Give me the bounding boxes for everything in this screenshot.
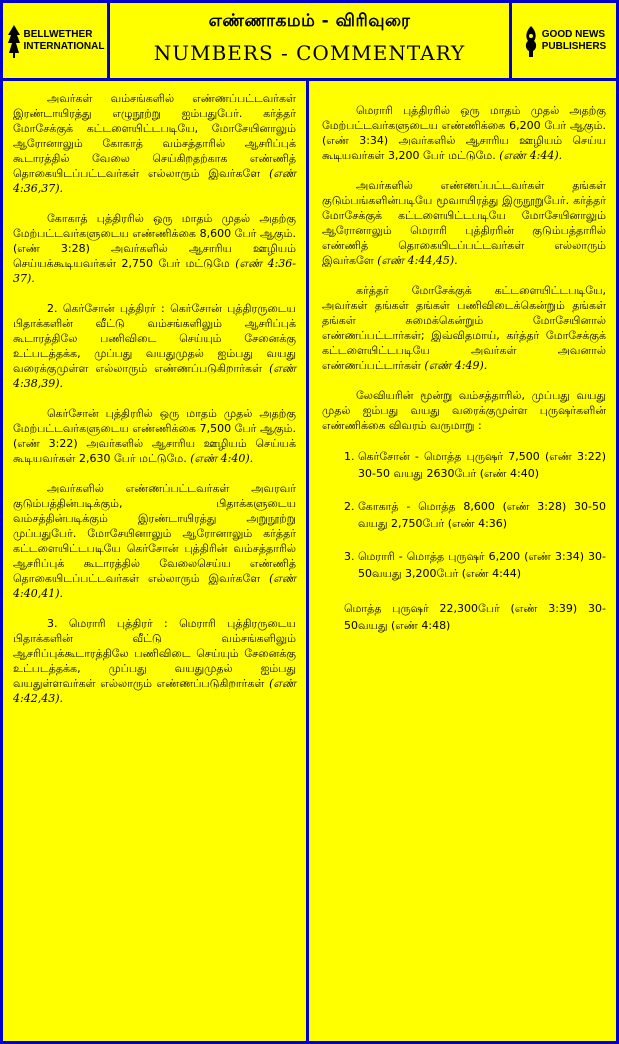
paragraph-text: லேவியரின் மூன்று வம்சத்தாரில், முப்பது வயது முதல் ஐம்பது வயது வரைக்குமுள்ள புருஷர்களின் எண்ணிக்கை விவரம் வருமாறு : bbox=[322, 389, 606, 432]
paragraph-text: மெராரி புத்திரரில் ஒரு மாதம் முதல் அதற்கு மேற்பட்டவர்களுடைய எண்ணிக்கை 6,200 பேர் ஆகும். (எண் 3:34) அவர்களில் ஆசாரிய ஊழியம் செய்ய கூடியவர்கள் 3,200 பேர் மட்டுமே. bbox=[322, 104, 606, 162]
list-text: கோகாத் - மொத்த 8,600 (எண் 3:28) 30-50 வயது 2,750பேர் (எண் 4:36) bbox=[358, 500, 606, 530]
paragraph bbox=[322, 178, 606, 268]
verse-reference: (எண் 4:38,39). bbox=[13, 362, 296, 390]
verse-reference: (எண் 4:42,43). bbox=[13, 677, 296, 705]
paragraph-text: கெர்சோன் புத்திரரில் ஒரு மாதம் முதல் அதற்கு மேற்பட்டவர்களுடைய எண்ணிக்கை 7,500 பேர் ஆகும். (எண் 3:22) அவர்களில் ஆசாரிய ஊழியம் செய்யக் கூடியவர்கள் 2,630 பேர் மட்டுமே. bbox=[13, 407, 296, 465]
verse-reference: (எண் 4:49). bbox=[424, 359, 488, 372]
paragraph bbox=[13, 301, 296, 391]
list-item bbox=[322, 548, 606, 582]
left-logo-line1: BELLWETHER bbox=[23, 28, 93, 40]
paragraph-text: கோகாத் புத்திரரில் ஒரு மாதம் முதல் அதற்கு மேற்பட்டவர்களுடைய எண்ணிக்கை 8,600 பேர் ஆகும். (எண் 3:28) அவர்களில் ஆசாரிய ஊழியம் செய்யக்கூடியவர்கள் 2,750 பேர் மட்டுமே bbox=[13, 212, 296, 270]
bellwether-logo-icon bbox=[6, 23, 22, 59]
verse-reference: (எண் 4:44,45). bbox=[377, 254, 458, 267]
list-number: 3. bbox=[344, 550, 355, 563]
title-box bbox=[110, 3, 509, 78]
left-column bbox=[3, 81, 309, 1041]
paragraph bbox=[13, 616, 296, 706]
paragraph bbox=[322, 103, 606, 163]
right-logo-line2: PUBLISHERS bbox=[541, 40, 607, 52]
good-news-logo bbox=[509, 3, 616, 78]
list-text: மெராரி - மொத்த புருஷர் 6,200 (எண் 3:34) 30-50வயது 3,200பேர் (எண் 4:44) bbox=[358, 550, 606, 580]
verse-reference: (எண் 4:36-37). bbox=[13, 257, 296, 285]
paragraph-text: கர்த்தர் மோசேக்குக் கட்டளையிட்டபடியே, அவர்கள் தங்கள் தங்கள் பணிவிடைக்கென்றும் தங்கள் தங்கள் சுமைக்கென்றும் மோசேயினால் எண்ணப்பட்டார்கள்; இவ்விதமாய், கர்த்தர் மோசேக்குக் கட்டளையிட்டபடியே அவர்கள் அவனால் எண்ணப்பட்டார்கள் bbox=[322, 284, 606, 372]
title-english: NUMBERS - COMMENTARY bbox=[153, 41, 466, 65]
paragraph bbox=[13, 211, 296, 286]
paragraph-text: அவர்கள் வம்சங்களில் எண்ணப்பட்டவர்கள் இரண்டாயிரத்து எழுநூற்று ஐம்பதுபேர். கர்த்தர் மோசேக்குக் கட்டளையிட்டபடியே, மோசேயினாலும் ஆரோனாலும் கோகாத் வம்சத்தாரில் ஆசரிப்புக் கூடாரத்தில் வேலை செய்கிறதற்காக எண்ணித் தொகையிடப்பட்டவர்கள் எல்லாரும் இவர்களே bbox=[13, 92, 296, 180]
paragraph bbox=[13, 481, 296, 601]
summary-total: மொத்த புருஷர் 22,300பேர் (எண் 3:39) 30-50வயது (எண் 4:48) bbox=[344, 602, 606, 632]
paragraph bbox=[13, 406, 296, 466]
bellwether-logo bbox=[3, 3, 110, 78]
verse-reference: (எண் 4:36,37). bbox=[13, 167, 296, 195]
good-news-logo-icon bbox=[522, 23, 540, 59]
verse-reference: (எண் 4:40,41). bbox=[13, 572, 296, 600]
verse-reference: (எண் 4:44). bbox=[499, 149, 563, 162]
paragraph-text: 2. கெர்சோன் புத்திரர் : கெர்சோன் புத்திரருடைய பிதாக்களின் வீட்டு வம்சங்களிலும் ஆசரிப்புக் கூடாரத்திலே பணிவிடை செய்யும் சேனைக்கு உட்படத்தக்க, முப்பது வயதுமுதல் ஐம்பது வயது வரைக்குமுள்ள எல்லாரும் எண்ணப்படுகிறார்கள் bbox=[13, 302, 296, 375]
paragraph bbox=[322, 388, 606, 433]
paragraph-text: 3. மெராரி புத்திரர் : மெராரி புத்திரருடைய பிதாக்களின் வீட்டு வம்சங்களிலும் ஆசரிப்புக்கூடாரத்திலே பணிவிடை செய்யும் சேனைக்கு உட்படத்தக்க, முப்பது வயதுமுதல் ஐம்பது வயதுள்ளவர்கள் எல்லாரும் எண்ணப்படுகிறார்கள் bbox=[13, 617, 296, 690]
verse-reference: (எண் 4:40). bbox=[190, 452, 254, 465]
left-logo-line2: INTERNATIONAL bbox=[23, 40, 105, 52]
right-logo-line1: GOOD NEWS bbox=[541, 28, 606, 40]
header bbox=[3, 3, 616, 81]
paragraph bbox=[322, 283, 606, 373]
title-tamil: எண்ணாகமம் - விரிவுரை bbox=[208, 11, 411, 31]
paragraph bbox=[13, 91, 296, 196]
list-text: கெர்சோன் - மொத்த புருஷர் 7,500 (எண் 3:22) 30-50 வயது 2630பேர் (எண் 4:40) bbox=[358, 450, 606, 480]
paragraph-text: அவர்களில் எண்ணப்பட்டவர்கள் தங்கள் குடும்பங்களின்படியே மூவாயிரத்து இருநூறுபேர். கர்த்தர் மோசேக்குக் கட்டளையிட்டபடியே மோசேயினாலும் ஆரோனாலும் மெராரி புத்திரரின் குடும்பத்தாரில் எண்ணித் தொகையிடப்பட்டவர்கள் எல்லாரும் இவர்களே bbox=[322, 179, 606, 267]
list-item bbox=[322, 498, 606, 532]
list-item bbox=[322, 448, 606, 482]
paragraph-text: அவர்களில் எண்ணப்பட்டவர்கள் அவரவர் குடும்பத்தின்படிக்கும், பிதாக்களுடைய வம்சத்தின்படிக்கும் இரண்டாயிரத்து அறுநூற்று முப்பதுபேர். மோசேயினாலும் ஆரோனாலும் கர்த்தர் கட்டளையிட்டபடியே கெர்சோன் புத்திரின் வம்சத்தாரில் ஆசரிப்புக் கூடாரத்தில் வேலைசெய்ய எண்ணித் தொகையிடப்பட்டவர்கள் எல்லாரும் இவர்களே bbox=[13, 482, 296, 585]
right-column bbox=[312, 81, 616, 1041]
summary-list bbox=[322, 448, 606, 582]
list-number: 2. bbox=[344, 500, 355, 513]
list-number: 1. bbox=[344, 450, 355, 463]
